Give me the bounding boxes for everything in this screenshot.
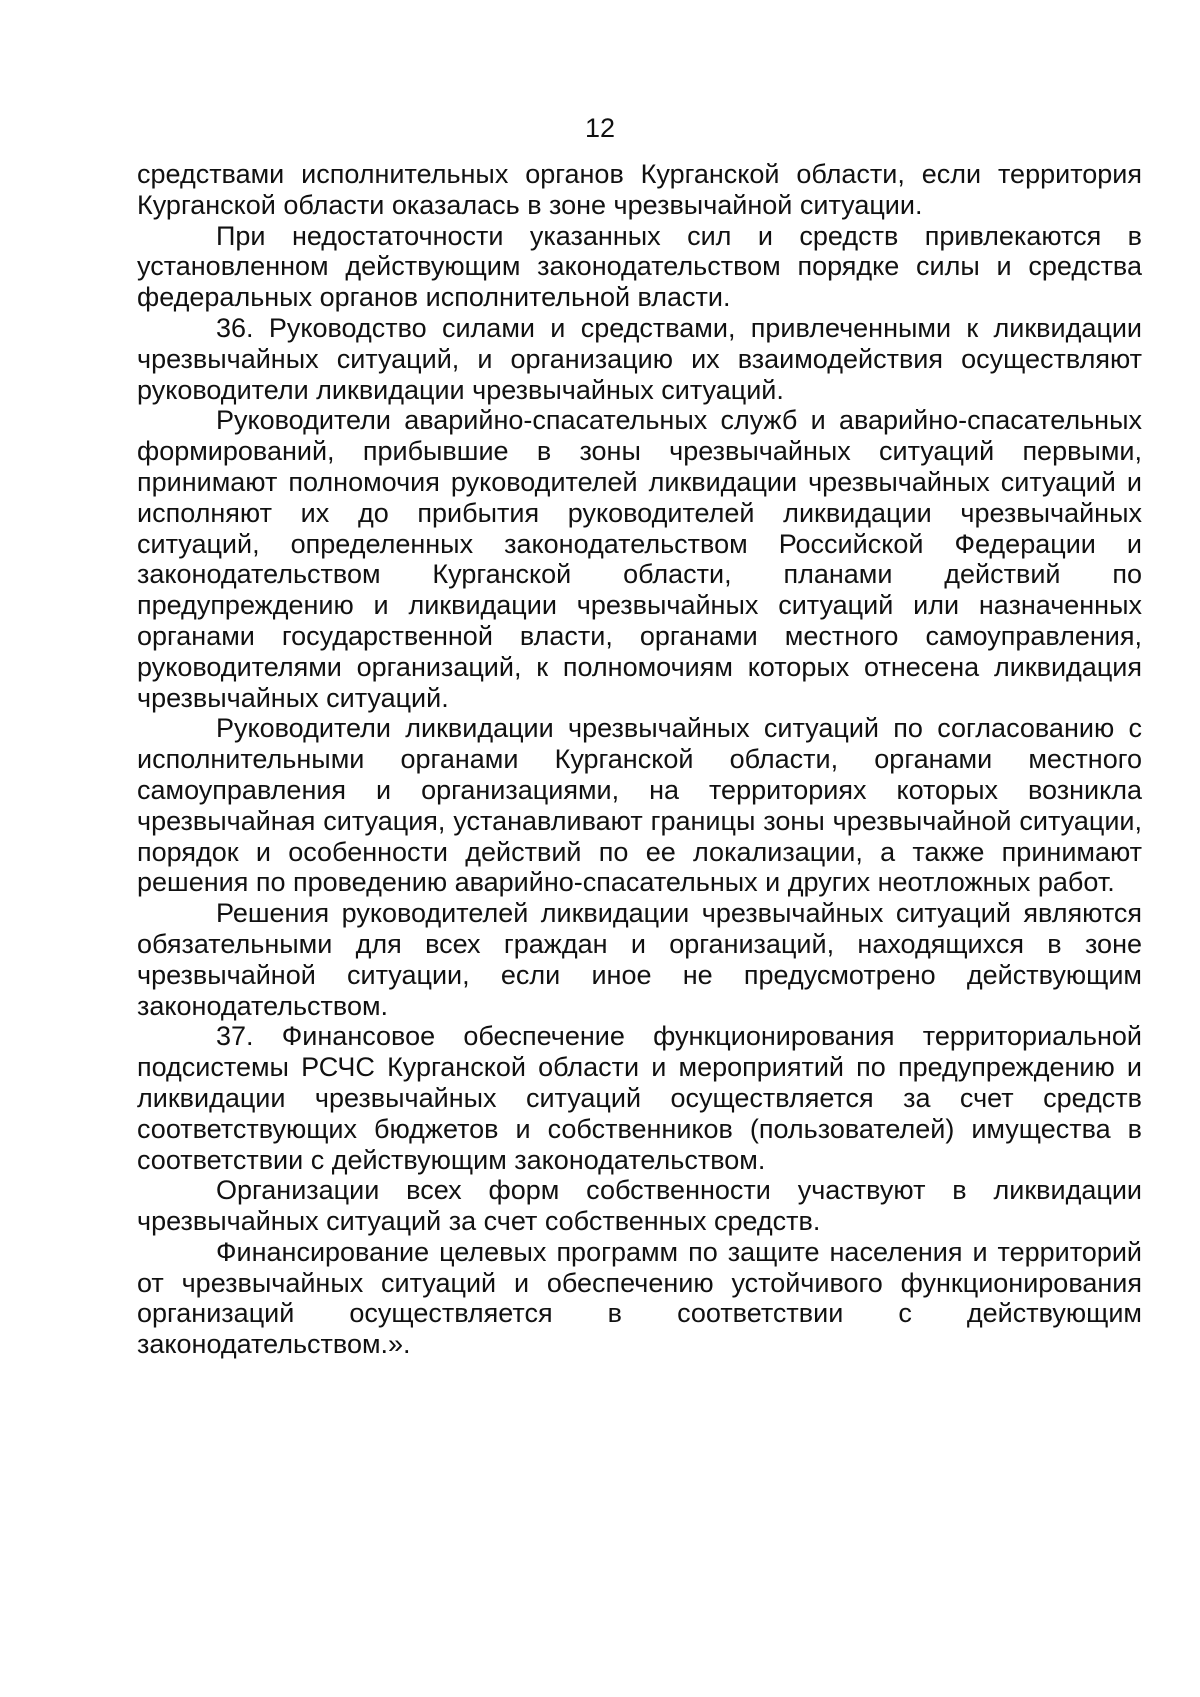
paragraph-continuation: средствами исполнительных органов Курганской области, если территория Курганской области оказалась в зоне чрезвычайной ситуации. [137,159,1142,220]
paragraph-target-programs: Финансирование целевых программ по защите населения и территорий от чрезвычайных ситуаций и обеспечению устойчивого функционирования организаций осуществляется в соответствии с действующим законодательством.». [137,1236,1142,1360]
paragraph-organizations-funds: Организации всех форм собственности участвуют в ликвидации чрезвычайных ситуаций за счет собственных средств. [137,1175,1142,1237]
paragraph-federal-forces: При недостаточности указанных сил и средств привлекаются в установленном действующим законодательством порядке силы и средства федеральных органов исполнительной власти. [137,220,1142,313]
paragraph-rescue-services: Руководители аварийно-спасательных служб и аварийно-спасательных формирований, прибывшие в зоны чрезвычайных ситуаций первыми, принимают полномочия руководителей ликвидации чрезвычайных ситуаций и исполняют их до прибытия руководителей ликвидации чрезвычайных ситуаций, определенных законодательством Российской Федерации и законодательством Курганской области, планами действий по предупреждению и ликвидации чрезвычайных ситуаций или назначенных органами государственной власти, органами местного самоуправления, руководителями организаций, к полномочиям которых отнесена ликвидация чрезвычайных ситуаций. [137,405,1142,713]
document-body [137,159,1142,1360]
paragraph-zone-boundaries: Руководители ликвидации чрезвычайных ситуаций по согласованию с исполнительными органами Курганской области, органами местного самоуправления и организациями, на территориях которых возникла чрезвычайная ситуация, устанавливают границы зоны чрезвычайной ситуации, порядок и особенности действий по ее локализации, а также принимают решения по проведению аварийно-спасательных и других неотложных работ. [137,713,1142,898]
paragraph-binding-decisions: Решения руководителей ликвидации чрезвычайных ситуаций являются обязательными для всех граждан и организаций, находящихся в зоне чрезвычайной ситуации, если иное не предусмотрено действующим законодательством. [137,898,1142,1021]
paragraph-37-financing: 37. Финансовое обеспечение функционирования территориальной подсистемы РСЧС Курганской области и мероприятий по предупреждению и ликвидации чрезвычайных ситуаций осуществляется за счет средств соответствующих бюджетов и собственников (пользователей) имущества в соответствии с действующим законодательством. [137,1021,1142,1175]
page-number: 12 [584,113,616,143]
paragraph-36-leadership: 36. Руководство силами и средствами, привлеченными к ликвидации чрезвычайных ситуаций, и организацию их взаимодействия осуществляют руководители ликвидации чрезвычайных ситуаций. [137,312,1142,405]
